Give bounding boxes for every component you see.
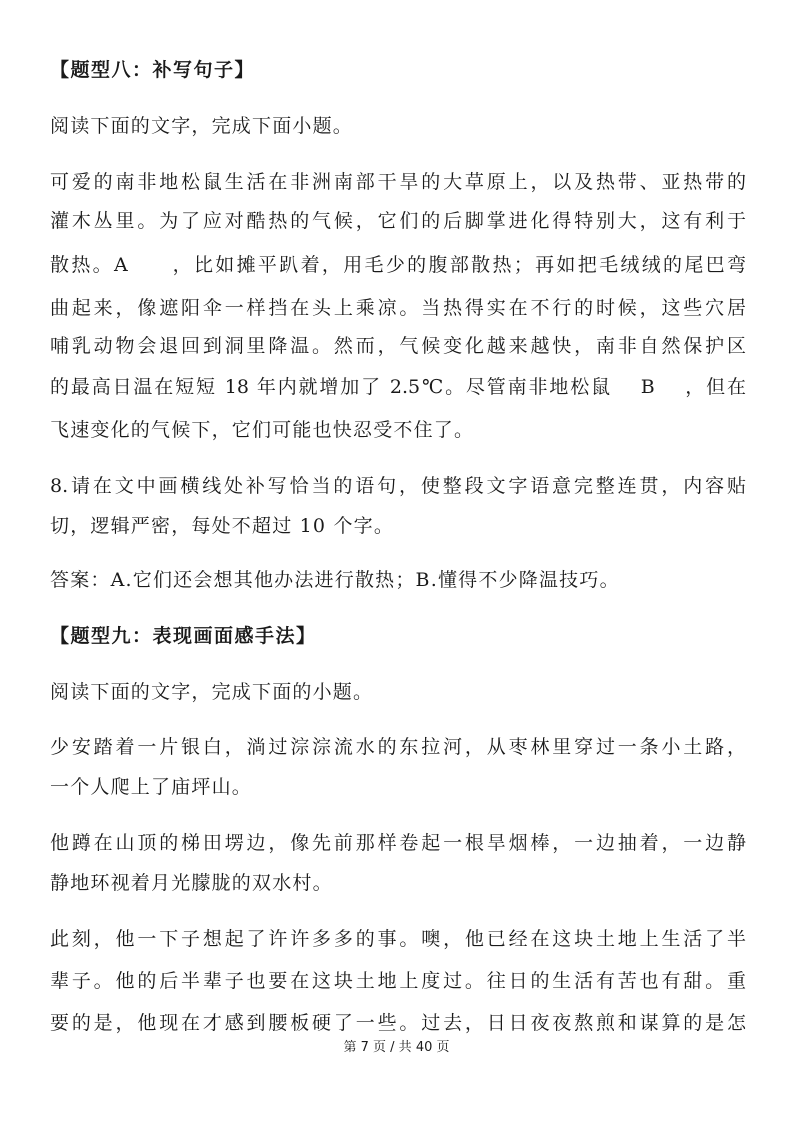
passage-line: 散热。A ，比如摊平趴着，用毛少的腹部散热；再如把毛绒绒的尾巴弯 [50,254,746,276]
paragraph-line: 此刻，他一下子想起了许许多多的事。噢，他已经在这块土地上生活了半 [50,928,746,950]
page-number: 第 7 页 / 共 40 页 [343,1040,450,1055]
paragraph-line: 少安踏着一片银白，淌过淙淙流水的东拉河，从枣林里穿过一条小土路， [50,736,746,758]
passage-line: 灌木丛里。为了应对酷热的气候，它们的后脚掌进化得特别大，这有利于 [50,210,746,232]
section9-intro: 阅读下面的文字，完成下面的小题。 [50,681,374,703]
paragraph-line: 一个人爬上了庙坪山。 [50,776,253,798]
passage-line: 曲起来，像遮阳伞一样挡在头上乘凉。当热得实在不行的时候，这些穴居 [50,297,746,319]
passage-line: 哺乳动物会退回到洞里降温。然而，气候变化越来越快，南非自然保护区 [50,335,746,357]
section8-answer: 答案：A.它们还会想其他办法进行散热；B.懂得不少降温技巧。 [50,569,620,591]
section9-heading: 【题型九：表现画面感手法】 [50,625,317,647]
section8-heading: 【题型八：补写句子】 [50,59,256,81]
question-line: 切，逻辑严密，每处不超过 10 个字。 [50,515,395,537]
passage-line: 的最高日温在短短 18 年内就增加了 2.5℃。尽管南非地松鼠 B ，但在 [50,376,746,398]
paragraph-line: 静地环视着月光朦胧的双水村。 [50,872,333,894]
paragraph-line: 要的是，他现在才感到腰板硬了一些。过去，日日夜夜熬煎和谋算的是怎 [50,1012,746,1034]
passage-line: 飞速变化的气候下，它们可能也快忍受不住了。 [50,419,475,441]
paragraph-line: 辈子。他的后半辈子也要在这块土地上度过。往日的生活有苦也有甜。重 [50,970,746,992]
section8-intro: 阅读下面的文字，完成下面小题。 [50,115,354,137]
question-line: 8.请在文中画横线处补写恰当的语句，使整段文字语意完整连贯，内容贴 [50,475,746,497]
paragraph-line: 他蹲在山顶的梯田塄边，像先前那样卷起一根旱烟棒，一边抽着，一边静 [50,832,746,854]
passage-line: 可爱的南非地松鼠生活在非洲南部干旱的大草原上，以及热带、亚热带的 [50,171,746,193]
